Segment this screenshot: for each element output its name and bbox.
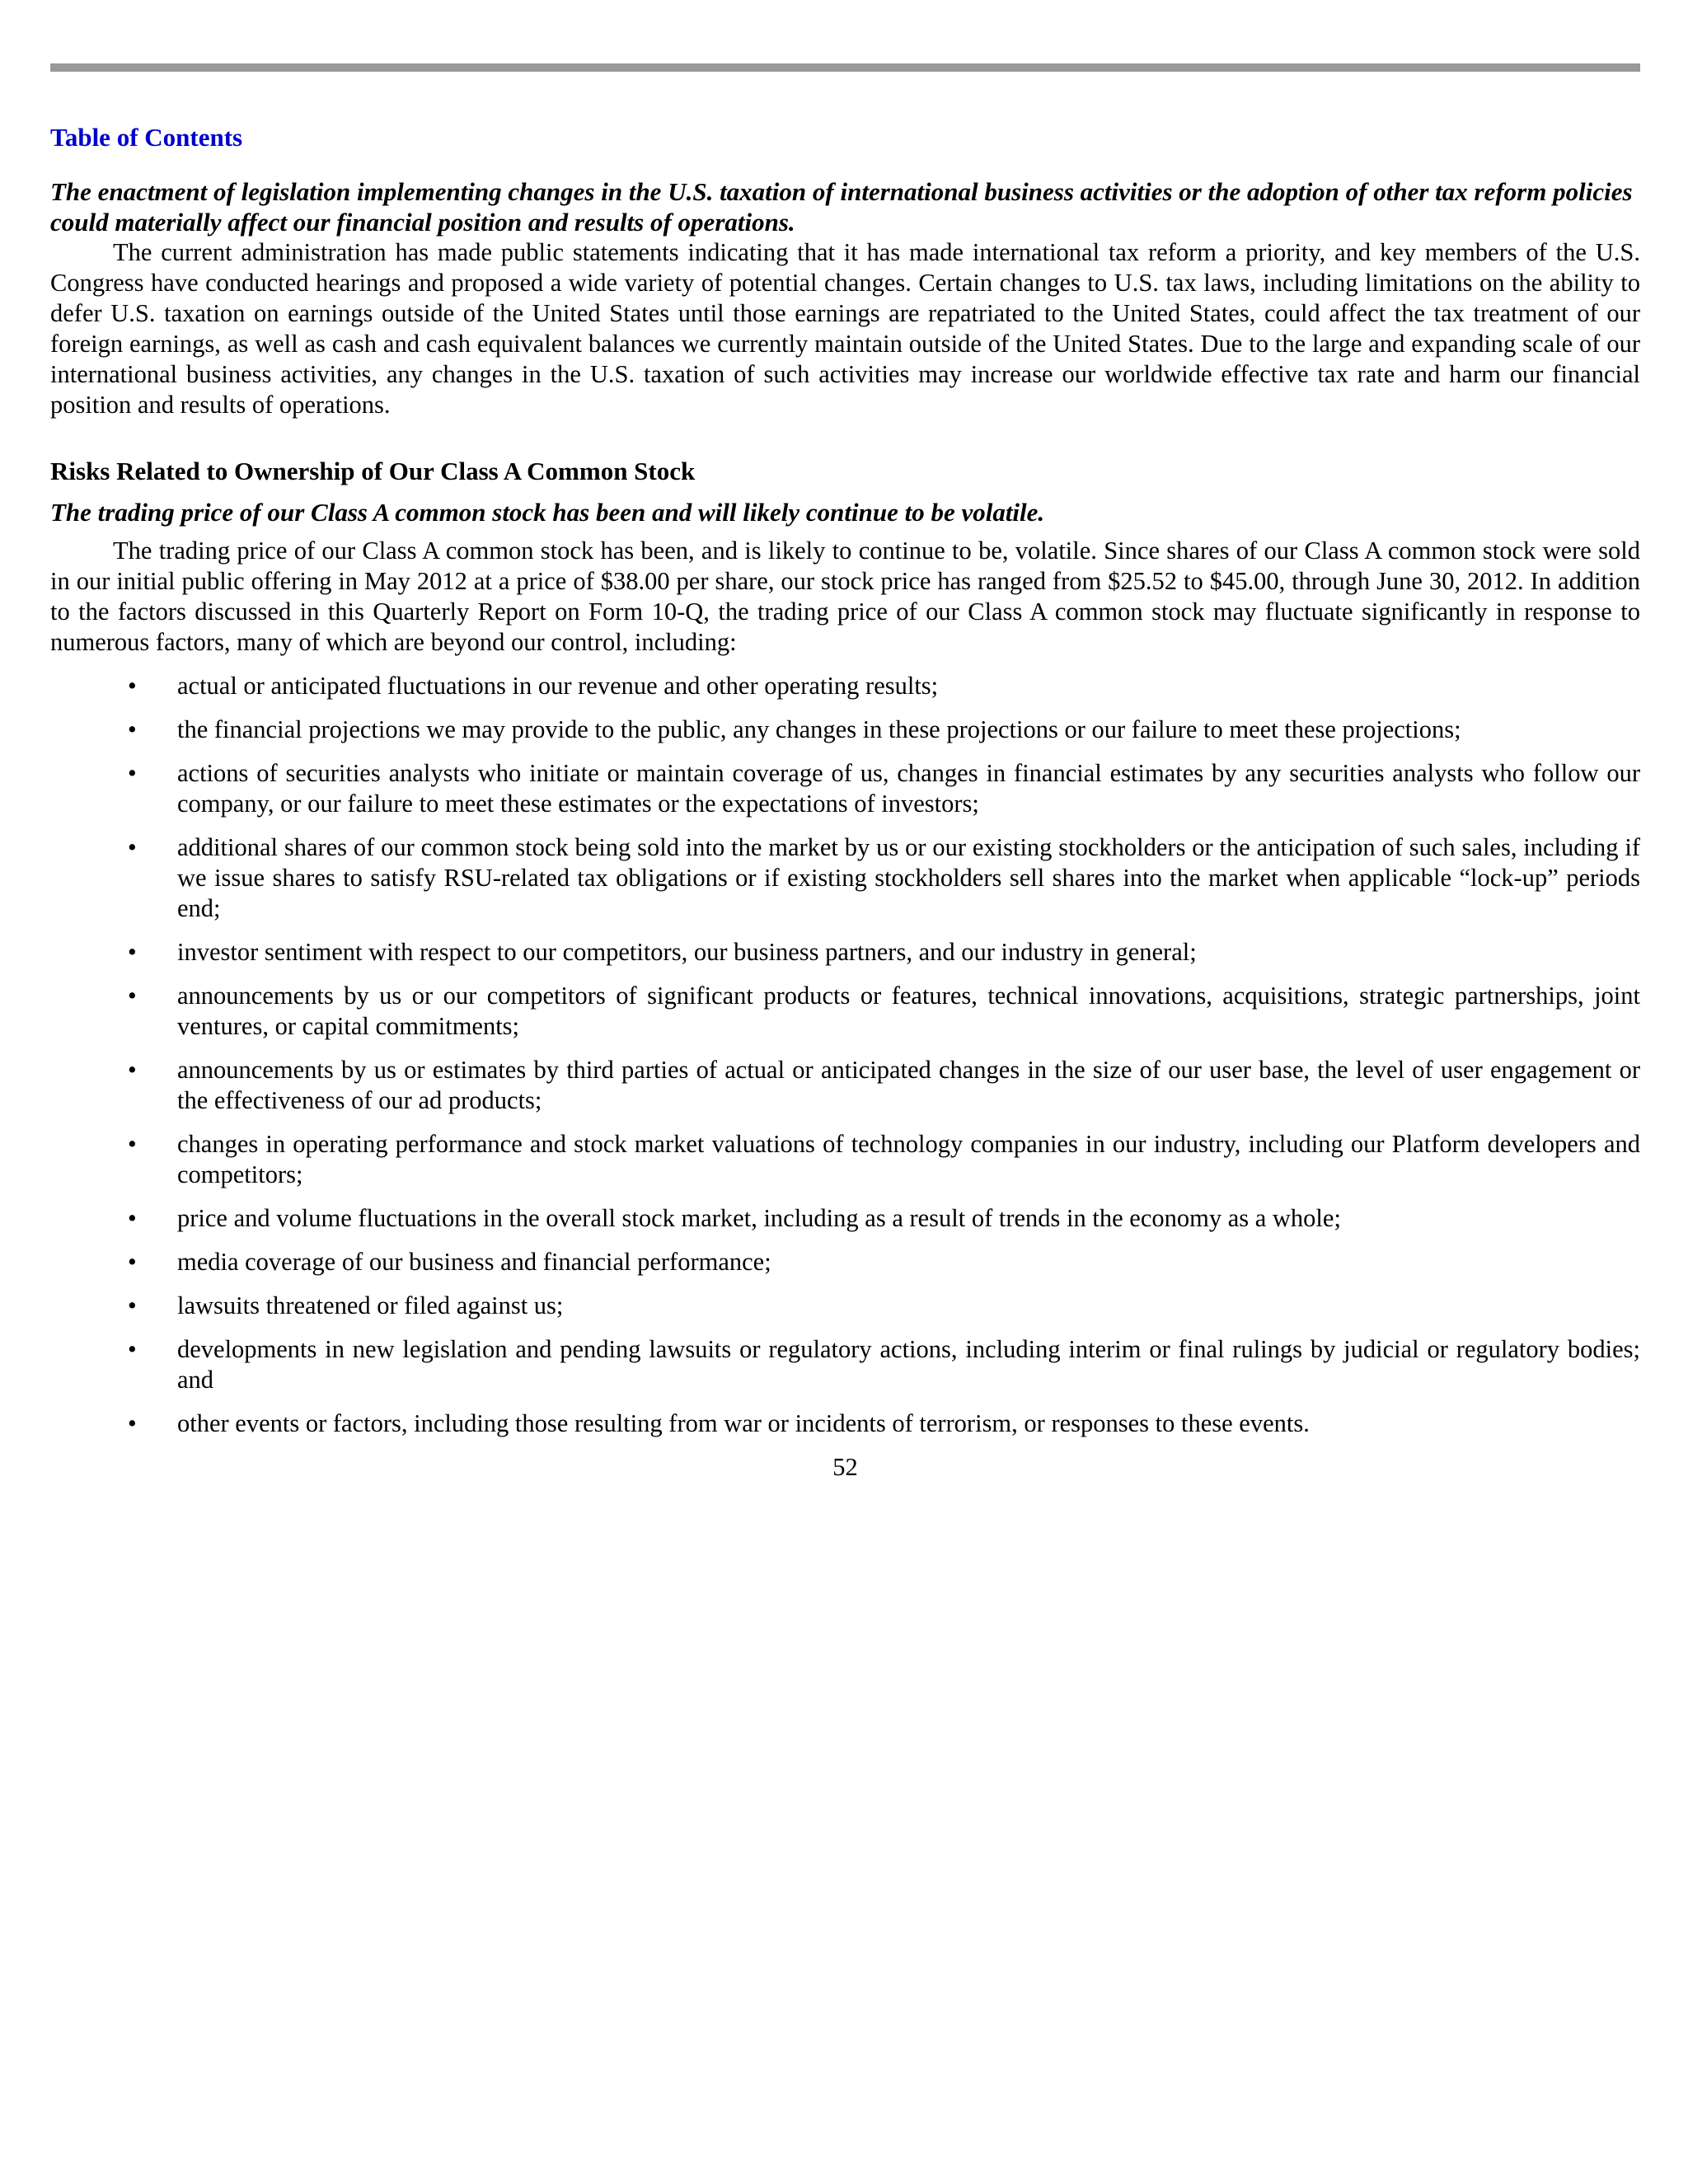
list-item xyxy=(50,937,1640,968)
list-item xyxy=(50,758,1640,819)
trading-price-risk-paragraph: The trading price of our Class A common stock has been, and is likely to continue to be, volatile. Since shares of our Class A common stock were sold in our initial public offering in May 2012 at a price of $38.00 per share, our stock price has ranged from $25.52 to $45.00, through June 30, 2012. In addition to the factors discussed in this Quarterly Report on Form 10-Q, the trading price of our Class A common stock may fluctuate significantly in response to numerous factors, many of which are beyond our control, including: xyxy=(50,537,1640,656)
list-item xyxy=(50,1203,1640,1234)
list-item-text: the financial projections we may provide to the public, any changes in these projections or our failure to meet these projections; xyxy=(177,715,1461,743)
list-item xyxy=(50,1129,1640,1190)
bullet-icon: • xyxy=(128,1130,137,1158)
ownership-risks-section-heading: Risks Related to Ownership of Our Class A Common Stock xyxy=(50,457,696,485)
list-item xyxy=(50,981,1640,1042)
list-item-text: price and volume fluctuations in the overall stock market, including as a result of trends in the economy as a whole; xyxy=(177,1204,1341,1232)
top-divider-rule xyxy=(50,63,1640,72)
tax-legislation-risk-heading: The enactment of legislation implementing changes in the U.S. taxation of international business activities or the adoption of other tax reform policies could materially affect our financial position and results of operations. xyxy=(50,177,1633,237)
list-item xyxy=(50,1334,1640,1395)
list-item-text: lawsuits threatened or filed against us; xyxy=(177,1291,564,1319)
trading-price-risk-heading: The trading price of our Class A common stock has been and will likely continue to be volatile. xyxy=(50,498,1045,527)
list-item-text: developments in new legislation and pending lawsuits or regulatory actions, including interim or final rulings by judicial or regulatory bodies; and xyxy=(177,1335,1640,1394)
list-item-text: media coverage of our business and financial performance; xyxy=(177,1248,771,1276)
bullet-icon: • xyxy=(128,759,137,787)
list-item xyxy=(50,1408,1640,1439)
bullet-icon: • xyxy=(128,1409,137,1437)
list-item xyxy=(50,1291,1640,1321)
list-item-text: changes in operating performance and stock market valuations of technology companies in our industry, including our Platform developers and competitors; xyxy=(177,1130,1640,1188)
bullet-icon: • xyxy=(128,1291,137,1319)
bullet-icon: • xyxy=(128,1335,137,1363)
list-item xyxy=(50,715,1640,745)
list-item-text: additional shares of our common stock being sold into the market by us or our existing stockholders or the anticipation of such sales, including if we issue shares to satisfy RSU-related tax obligations or if existing stockholders sell shares into the market when applicable “lock-up” periods end; xyxy=(177,833,1640,922)
tax-legislation-risk-paragraph: The current administration has made public statements indicating that it has made international tax reform a priority, and key members of the U.S. Congress have conducted hearings and proposed a wide variety of potential changes. Certain changes to U.S. tax laws, including limitations on the ability to defer U.S. taxation on earnings outside of the United States until those earnings are repatriated to the United States, could affect the tax treatment of our foreign earnings, as well as cash and cash equivalent balances we currently maintain outside of the United States. Due to the large and expanding scale of our international business activities, any changes in the U.S. taxation of such activities may increase our worldwide effective tax rate and harm our financial position and results of operations. xyxy=(50,238,1640,419)
list-item-text: other events or factors, including those resulting from war or incidents of terrorism, or responses to these events. xyxy=(177,1409,1310,1437)
table-of-contents-link[interactable]: Table of Contents xyxy=(50,123,243,152)
list-item-text: actual or anticipated fluctuations in our revenue and other operating results; xyxy=(177,672,939,700)
bullet-icon: • xyxy=(128,1248,137,1276)
list-item xyxy=(50,671,1640,701)
bullet-icon: • xyxy=(128,715,137,743)
list-item-text: announcements by us or estimates by third parties of actual or anticipated changes in the size of our user base, the level of user engagement or the effectiveness of our ad products; xyxy=(177,1056,1640,1114)
bullet-icon: • xyxy=(128,982,137,1010)
list-item xyxy=(50,832,1640,924)
list-item-text: actions of securities analysts who initiate or maintain coverage of us, changes in financial estimates by any securities analysts who follow our company, or our failure to meet these estimates or the expectations of investors; xyxy=(177,759,1640,818)
list-item xyxy=(50,1247,1640,1277)
bullet-icon: • xyxy=(128,833,137,861)
bullet-icon: • xyxy=(128,672,137,700)
page-number: 52 xyxy=(832,1453,858,1481)
bullet-icon: • xyxy=(128,1204,137,1232)
list-item xyxy=(50,1055,1640,1116)
bullet-icon: • xyxy=(128,1056,137,1084)
bullet-icon: • xyxy=(128,938,137,966)
list-item-text: investor sentiment with respect to our competitors, our business partners, and our industry in general; xyxy=(177,938,1197,966)
list-item-text: announcements by us or our competitors of significant products or features, technical innovations, acquisitions, strategic partnerships, joint ventures, or capital commitments; xyxy=(177,982,1640,1040)
document-page xyxy=(50,122,1640,1483)
volatility-factors-list xyxy=(50,671,1640,1439)
